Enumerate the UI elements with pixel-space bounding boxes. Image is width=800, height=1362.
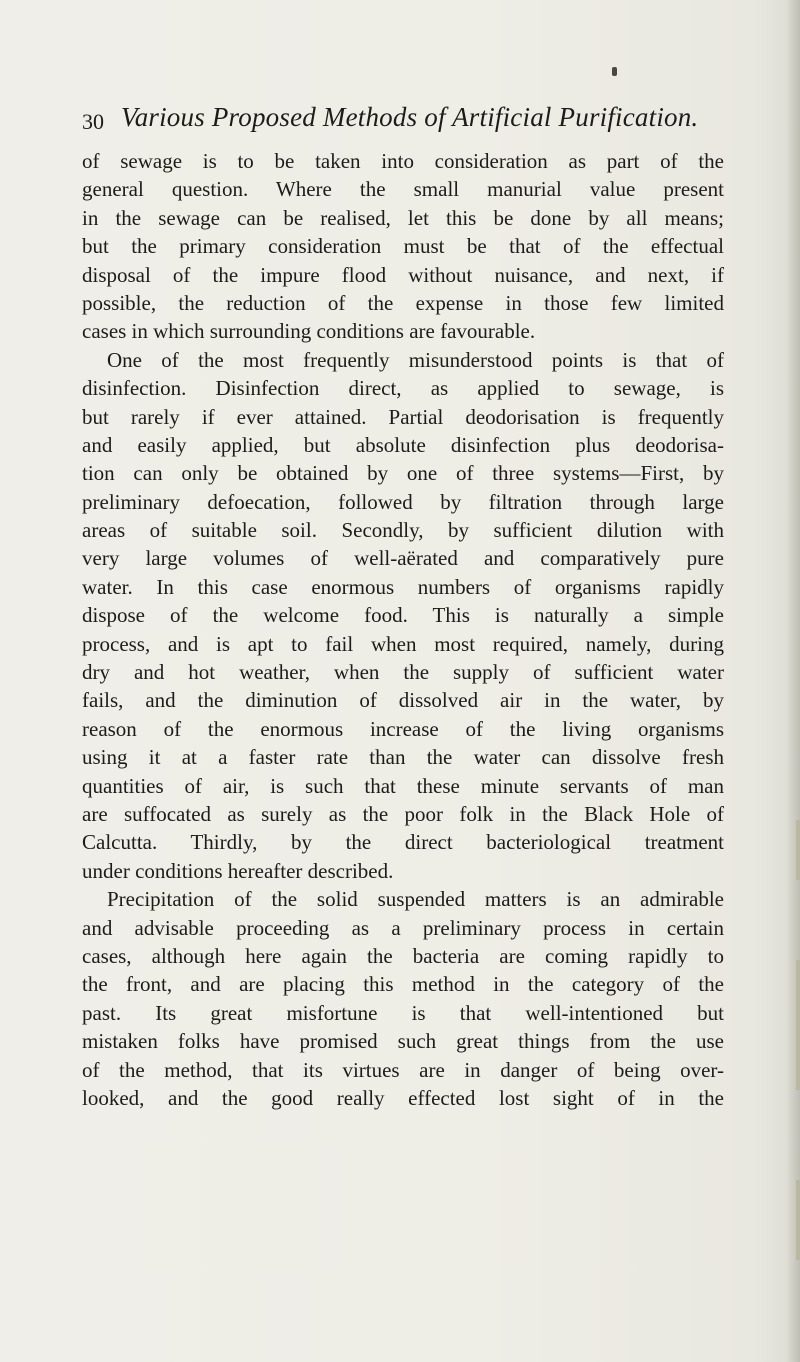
text-line: very large volumes of well-aërated and comparatively pure: [82, 546, 724, 571]
text-line: disinfection. Disinfection direct, as applied to sewage, is: [82, 376, 724, 401]
paragraph-start-line: Precipitation of the solid suspended matters is an admirable: [107, 887, 724, 912]
text-line: are suffocated as surely as the poor folk in the Black Hole of: [82, 801, 724, 826]
page-edge-shadow: [786, 0, 800, 1362]
running-head: [82, 100, 722, 140]
text-line: disposal of the impure flood without nuisance, and next, if: [82, 262, 724, 287]
text-line: of sewage is to be taken into consideration as part of the: [82, 149, 724, 173]
text-line: preliminary defoecation, followed by filtration through large: [82, 489, 724, 514]
text-line: reason of the enormous increase of the living organisms: [82, 716, 724, 741]
text-line: cases, although here again the bacteria are coming rapidly to: [82, 943, 724, 968]
text-line: possible, the reduction of the expense in those few limited: [82, 290, 724, 315]
text-line: quantities of air, is such that these minute servants of man: [82, 773, 724, 798]
page-number: 30: [82, 109, 104, 134]
text-line: general question. Where the small manurial value present: [82, 177, 724, 202]
text-line: looked, and the good really effected lost sight of in the: [82, 1085, 724, 1110]
text-line: cases in which surrounding conditions are favourable.: [82, 319, 536, 344]
text-line: process, and is apt to fail when most required, namely, during: [82, 631, 724, 656]
page-edge-stain: [796, 1180, 800, 1260]
page-edge-stain: [796, 820, 800, 880]
text-line: but the primary consideration must be that of the effectual: [82, 234, 724, 259]
text-line: but rarely if ever attained. Partial deodorisation is frequently: [82, 404, 724, 429]
paragraph-start-line: One of the most frequently misunderstood points is that of: [107, 347, 724, 372]
text-line: past. Its great misfortune is that well-intentioned but: [82, 1000, 724, 1025]
text-line: fails, and the diminution of dissolved air in the water, by: [82, 688, 724, 713]
text-line: and easily applied, but absolute disinfection plus deodorisa-: [82, 432, 724, 457]
text-line: tion can only be obtained by one of three systems—First, by: [82, 461, 724, 486]
ink-speck: [612, 67, 617, 76]
text-line: water. In this case enormous numbers of organisms rapidly: [82, 574, 724, 599]
text-line: dispose of the welcome food. This is naturally a simple: [82, 603, 724, 628]
text-line: dry and hot weather, when the supply of sufficient water: [82, 660, 724, 685]
running-title: Various Proposed Methods of Artificial Purification.: [121, 102, 699, 132]
body-text: [82, 147, 724, 1112]
text-line: the front, and are placing this method in the category of the: [82, 972, 724, 997]
text-line: under conditions hereafter described.: [82, 858, 394, 883]
text-line: areas of suitable soil. Secondly, by sufficient dilution with: [82, 518, 724, 543]
text-line: mistaken folks have promised such great things from the use: [82, 1029, 724, 1054]
page-edge-stain: [796, 960, 800, 1090]
text-line: Calcutta. Thirdly, by the direct bacteriological treatment: [82, 830, 724, 855]
text-line: in the sewage can be realised, let this be done by all means;: [82, 205, 724, 230]
text-line: using it at a faster rate than the water can dissolve fresh: [82, 745, 724, 770]
text-line: and advisable proceeding as a preliminary process in certain: [82, 915, 724, 940]
text-line: of the method, that its virtues are in danger of being over-: [82, 1057, 724, 1082]
